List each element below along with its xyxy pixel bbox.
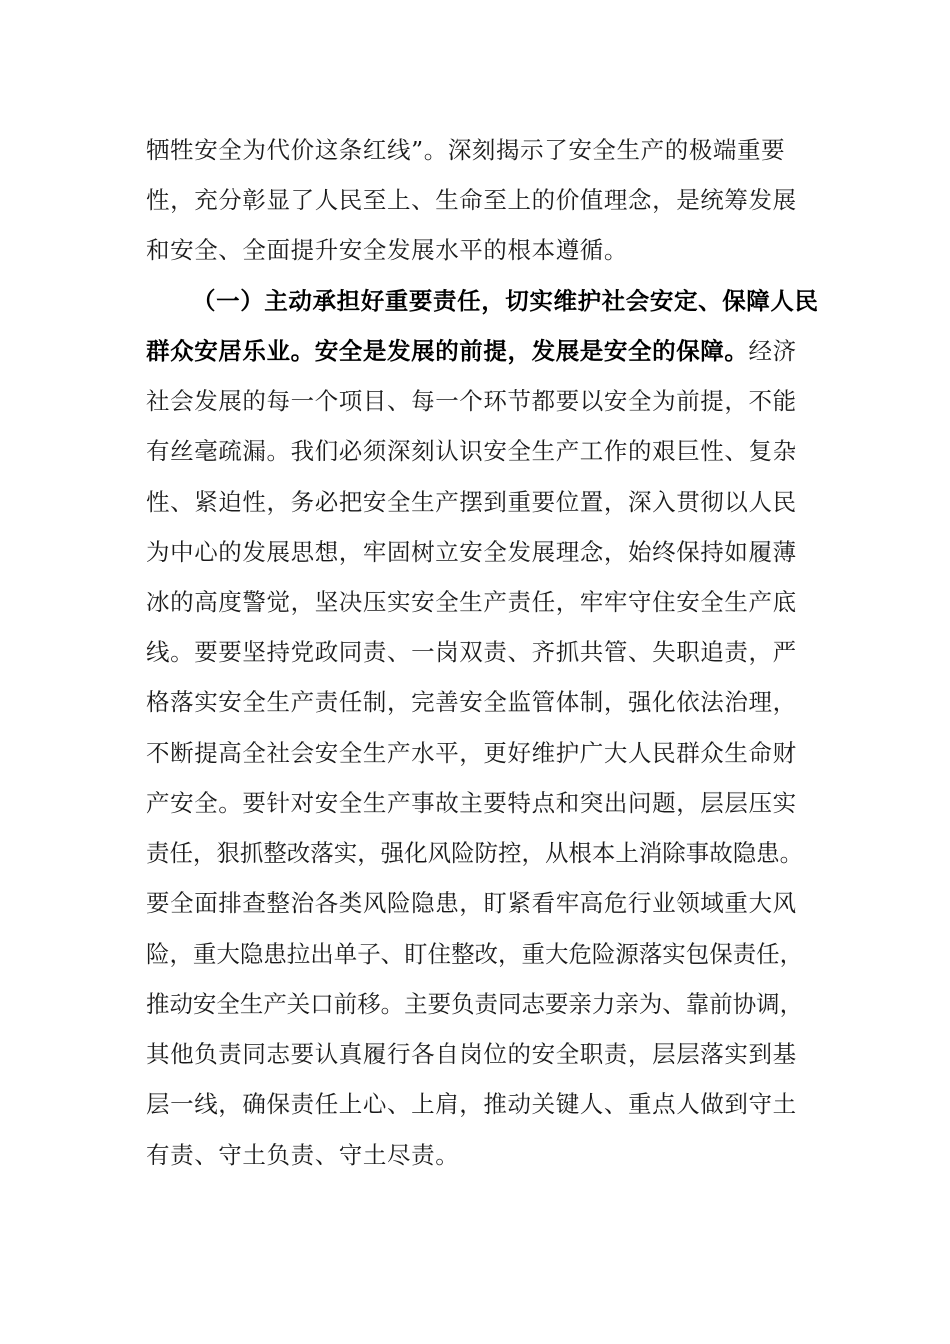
text-run: 牺牲安全为代价这条红线”。深刻揭示了安全生产的极端重要 — [146, 136, 786, 164]
text-run: 有丝毫疏漏。我们必须深刻认识安全生产工作的艰巨性、复杂 — [146, 437, 797, 465]
text-line — [146, 232, 628, 268]
text-run: 为中心的发展思想，牢固树立安全发展理念，始终保持如履薄 — [146, 538, 797, 566]
text-line — [146, 484, 797, 520]
text-line — [146, 684, 797, 720]
text-line — [146, 835, 803, 871]
text-line — [146, 1086, 797, 1122]
text-run: 产安全。要针对安全生产事故主要特点和突出问题，层层压实 — [146, 789, 797, 817]
text-run: 性，充分彰显了人民至上、生命至上的价值理念，是统筹发展 — [146, 186, 797, 214]
text-run: 责任，狠抓整改落实，强化风险防控，从根本上消除事故隐患。 — [146, 839, 804, 867]
text-run: 推动安全生产关口前移。主要负责同志要亲力亲为、靠前协调， — [146, 990, 804, 1018]
text-line — [146, 383, 797, 419]
text-line — [146, 785, 797, 821]
text-run: 冰的高度警觉，坚决压实安全生产责任，牢牢守住安全生产底 — [146, 588, 797, 616]
text-line — [146, 333, 797, 369]
text-run: 其他负责同志要认真履行各自岗位的安全职责，层层落实到基 — [146, 1040, 797, 1068]
text-line — [146, 182, 797, 218]
text-line — [146, 534, 797, 570]
text-run: 层一线，确保责任上心、上肩，推动关键人、重点人做到守土 — [146, 1090, 797, 1118]
text-line — [146, 735, 797, 771]
text-line — [146, 584, 797, 620]
text-line — [146, 936, 803, 972]
section-heading-text: 群众安居乐业。安全是发展的前提，发展是安全的保障。 — [146, 337, 749, 365]
section-heading-text: （一）主动承担好重要责任，切实维护社会安定、保障人民 — [192, 287, 819, 315]
text-line — [146, 885, 797, 921]
text-run: 线。要要坚持党政同责、一岗双责、齐抓共管、失职追责，严 — [146, 638, 797, 666]
text-run: 要全面排查整治各类风险隐患，盯紧看牢高危行业领域重大风 — [146, 889, 797, 917]
text-line — [146, 986, 803, 1022]
text-run: 经济 — [748, 337, 797, 365]
text-run: 有责、守土负责、守土尽责。 — [146, 1141, 460, 1169]
text-run: 性、紧迫性，务必把安全生产摆到重要位置，深入贯彻以人民 — [146, 488, 797, 516]
text-line — [146, 634, 797, 670]
text-line — [146, 132, 785, 168]
text-run: 险，重大隐患拉出单子、盯住整改，重大危险源落实包保责任， — [146, 940, 804, 968]
text-run: 格落实安全生产责任制，完善安全监管体制，强化依法治理， — [146, 688, 797, 716]
text-run: 不断提高全社会安全生产水平，更好维护广大人民群众生命财 — [146, 739, 797, 767]
section-heading-line — [192, 283, 819, 319]
text-run: 和安全、全面提升安全发展水平的根本遵循。 — [146, 236, 628, 264]
text-run: 社会发展的每一个项目、每一个环节都要以安全为前提，不能 — [146, 387, 797, 415]
text-line — [146, 433, 797, 469]
text-line — [146, 1137, 459, 1173]
text-line — [146, 1036, 797, 1072]
